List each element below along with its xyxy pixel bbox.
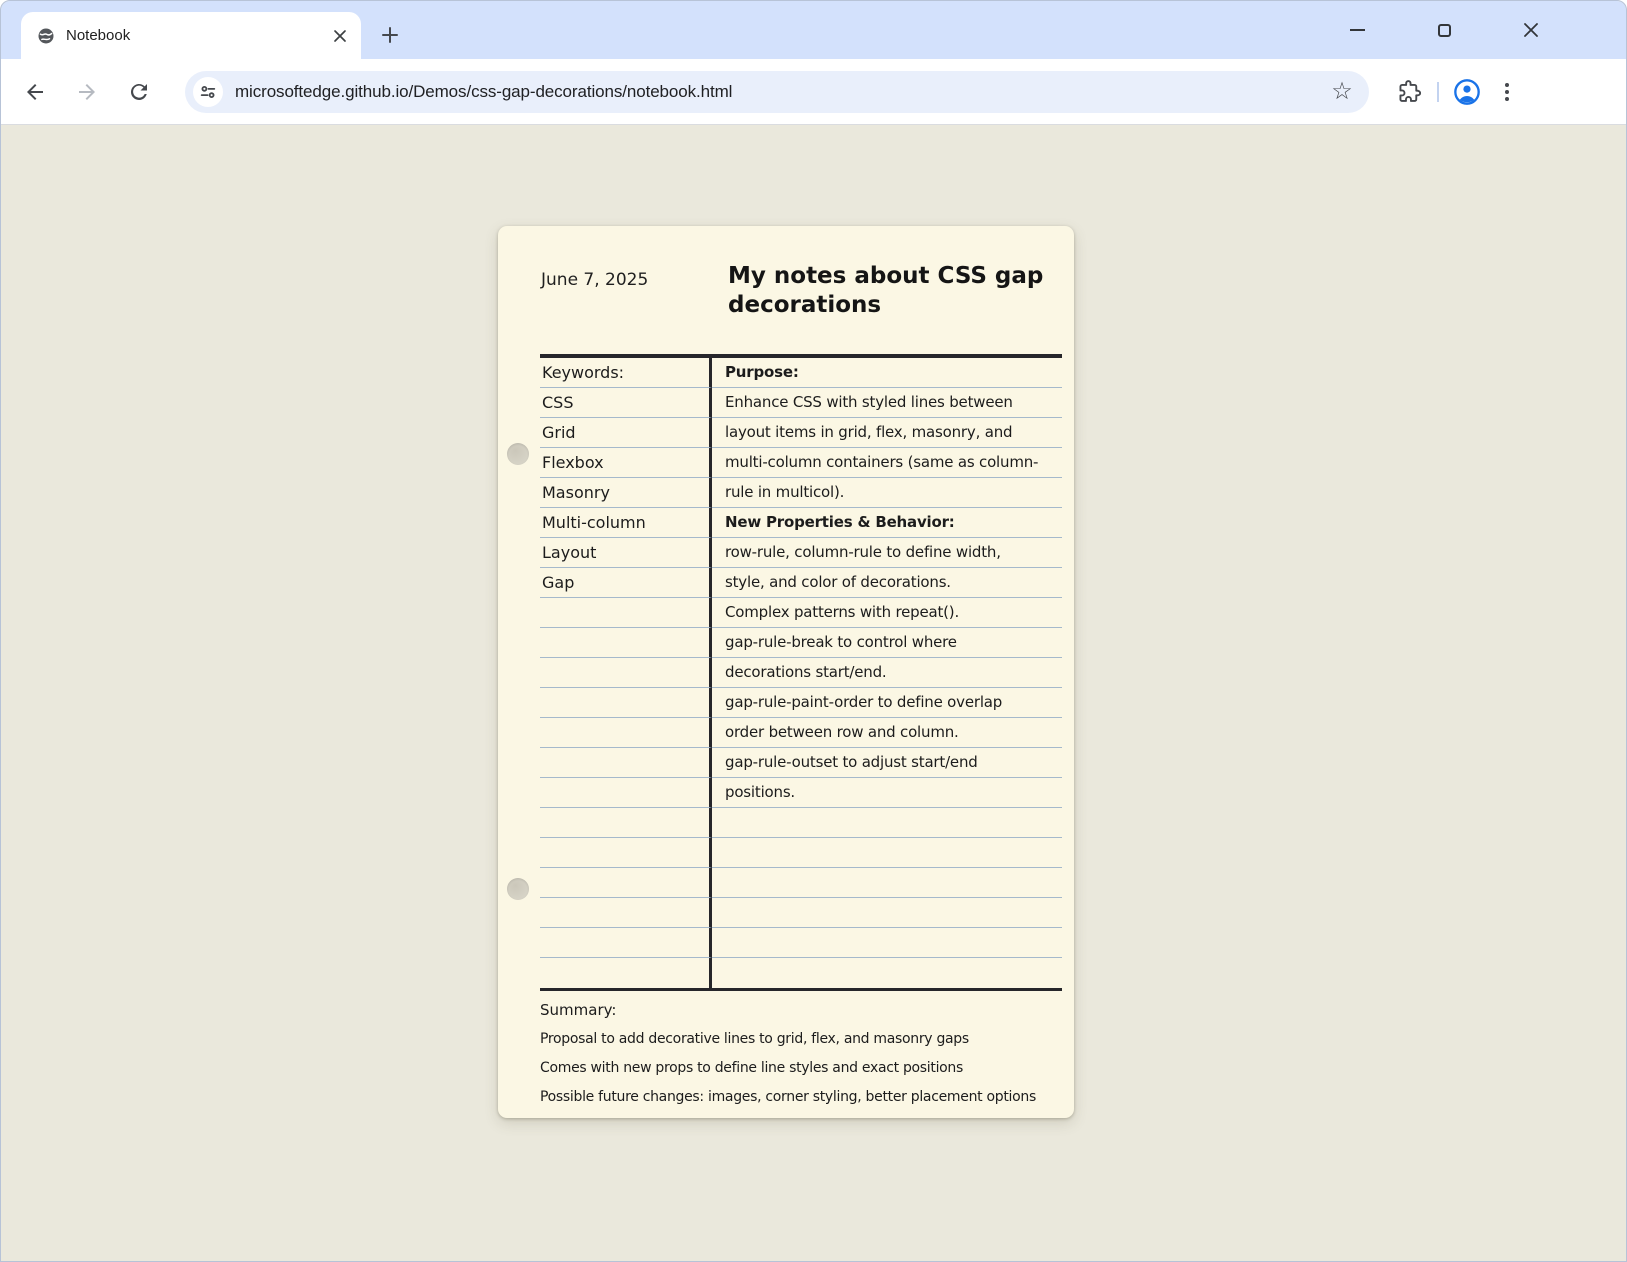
punch-hole: [507, 878, 529, 900]
back-button[interactable]: [15, 72, 55, 112]
forward-button[interactable]: [67, 72, 107, 112]
keyword-cell: Flexbox: [540, 448, 712, 478]
note-row: [540, 718, 1062, 748]
note-row: [540, 838, 1062, 868]
kebab-menu-icon: [1505, 83, 1509, 101]
new-tab-button[interactable]: [373, 18, 407, 52]
note-row: [540, 598, 1062, 628]
purpose-cell: [712, 898, 1062, 928]
purpose-cell: Complex patterns with repeat().: [712, 598, 1062, 628]
purpose-cell: [712, 838, 1062, 868]
purpose-cell: rule in multicol).: [712, 478, 1062, 508]
keyword-cell: [540, 688, 712, 718]
purpose-cell: [712, 868, 1062, 898]
note-row: [540, 358, 1062, 388]
keyword-cell: CSS: [540, 388, 712, 418]
maximize-icon[interactable]: [1436, 22, 1452, 38]
page-content: [1, 125, 1626, 1262]
note-row: [540, 958, 1062, 988]
notebook-page: [498, 226, 1074, 1118]
puzzle-icon: [1397, 79, 1422, 104]
keyword-cell: Keywords:: [540, 358, 712, 388]
note-row: [540, 388, 1062, 418]
keyword-cell: [540, 748, 712, 778]
note-row: [540, 898, 1062, 928]
purpose-cell: [712, 808, 1062, 838]
keyword-cell: Layout: [540, 538, 712, 568]
note-row: [540, 928, 1062, 958]
keyword-cell: [540, 928, 712, 958]
reload-button[interactable]: [119, 72, 159, 112]
summary-line: Comes with new props to define line styles and exact positions: [540, 1060, 964, 1076]
notes-table: [540, 354, 1062, 991]
purpose-cell: multi-column containers (same as column-: [712, 448, 1062, 478]
purpose-cell: [712, 928, 1062, 958]
minimize-icon[interactable]: [1349, 22, 1365, 38]
url-text: microsoftedge.github.io/Demos/css-gap-decorations/notebook.html: [235, 81, 733, 101]
note-row: [540, 538, 1062, 568]
note-row: [540, 628, 1062, 658]
note-row: [540, 508, 1062, 538]
keyword-cell: [540, 958, 712, 988]
note-row: [540, 778, 1062, 808]
address-bar[interactable]: [185, 71, 1369, 113]
summary-lines: [540, 1025, 1062, 1112]
close-icon[interactable]: [331, 27, 349, 45]
note-date: June 7, 2025: [541, 270, 649, 290]
toolbar-right: [1389, 72, 1527, 112]
purpose-cell: Enhance CSS with styled lines between: [712, 388, 1062, 418]
window-controls: [1349, 1, 1539, 59]
purpose-cell: positions.: [712, 778, 1062, 808]
purpose-cell: Purpose:: [712, 358, 1062, 388]
toolbar-separator: [1437, 82, 1439, 102]
note-row: [540, 868, 1062, 898]
note-row: [540, 478, 1062, 508]
purpose-cell: gap-rule-break to control where: [712, 628, 1062, 658]
close-icon[interactable]: [1523, 22, 1539, 38]
note-row: [540, 448, 1062, 478]
tab-title: Notebook: [66, 27, 131, 44]
keyword-cell: Masonry: [540, 478, 712, 508]
purpose-cell: layout items in grid, flex, masonry, and: [712, 418, 1062, 448]
browser-toolbar: [1, 59, 1626, 125]
keyword-cell: [540, 808, 712, 838]
note-row: [540, 418, 1062, 448]
keyword-cell: [540, 628, 712, 658]
note-row: [540, 568, 1062, 598]
note-row: [540, 748, 1062, 778]
purpose-cell: style, and color of decorations.: [712, 568, 1062, 598]
purpose-cell: New Properties & Behavior:: [712, 508, 1062, 538]
summary-line: Possible future changes: images, corner styling, better placement options: [540, 1089, 1036, 1105]
note-row: [540, 808, 1062, 838]
punch-hole: [507, 443, 529, 465]
purpose-cell: order between row and column.: [712, 718, 1062, 748]
profile-avatar-icon: [1453, 78, 1481, 106]
summary-line: Proposal to add decorative lines to grid, flex, and masonry gaps: [540, 1031, 969, 1047]
page-title: My notes about CSS gap decorations: [728, 263, 1044, 318]
profile-button[interactable]: [1447, 72, 1487, 112]
keyword-cell: Gap: [540, 568, 712, 598]
keyword-cell: [540, 778, 712, 808]
keyword-cell: [540, 868, 712, 898]
site-info-button[interactable]: [193, 77, 223, 107]
forward-arrow-icon: [75, 80, 99, 104]
keyword-cell: Grid: [540, 418, 712, 448]
summary-section: [540, 996, 1062, 1112]
tab-strip: [1, 1, 1626, 59]
purpose-cell: decorations start/end.: [712, 658, 1062, 688]
keyword-cell: [540, 598, 712, 628]
keyword-cell: [540, 718, 712, 748]
star-icon: ☆: [1331, 77, 1353, 105]
bookmark-button[interactable]: [1329, 79, 1355, 105]
back-arrow-icon: [23, 80, 47, 104]
reload-icon: [127, 80, 151, 104]
note-row: [540, 688, 1062, 718]
plus-icon: [381, 26, 399, 44]
keyword-cell: [540, 838, 712, 868]
summary-label: Summary:: [540, 1001, 617, 1019]
globe-icon: [37, 27, 55, 45]
purpose-cell: gap-rule-outset to adjust start/end: [712, 748, 1062, 778]
purpose-cell: [712, 958, 1062, 988]
keyword-cell: [540, 898, 712, 928]
keyword-cell: [540, 658, 712, 688]
purpose-cell: row-rule, column-rule to define width,: [712, 538, 1062, 568]
purpose-cell: gap-rule-paint-order to define overlap: [712, 688, 1062, 718]
note-row: [540, 658, 1062, 688]
browser-tab[interactable]: [21, 12, 361, 59]
tune-icon: [199, 83, 217, 101]
keyword-cell: Multi-column: [540, 508, 712, 538]
menu-button[interactable]: [1487, 72, 1527, 112]
extensions-button[interactable]: [1389, 72, 1429, 112]
